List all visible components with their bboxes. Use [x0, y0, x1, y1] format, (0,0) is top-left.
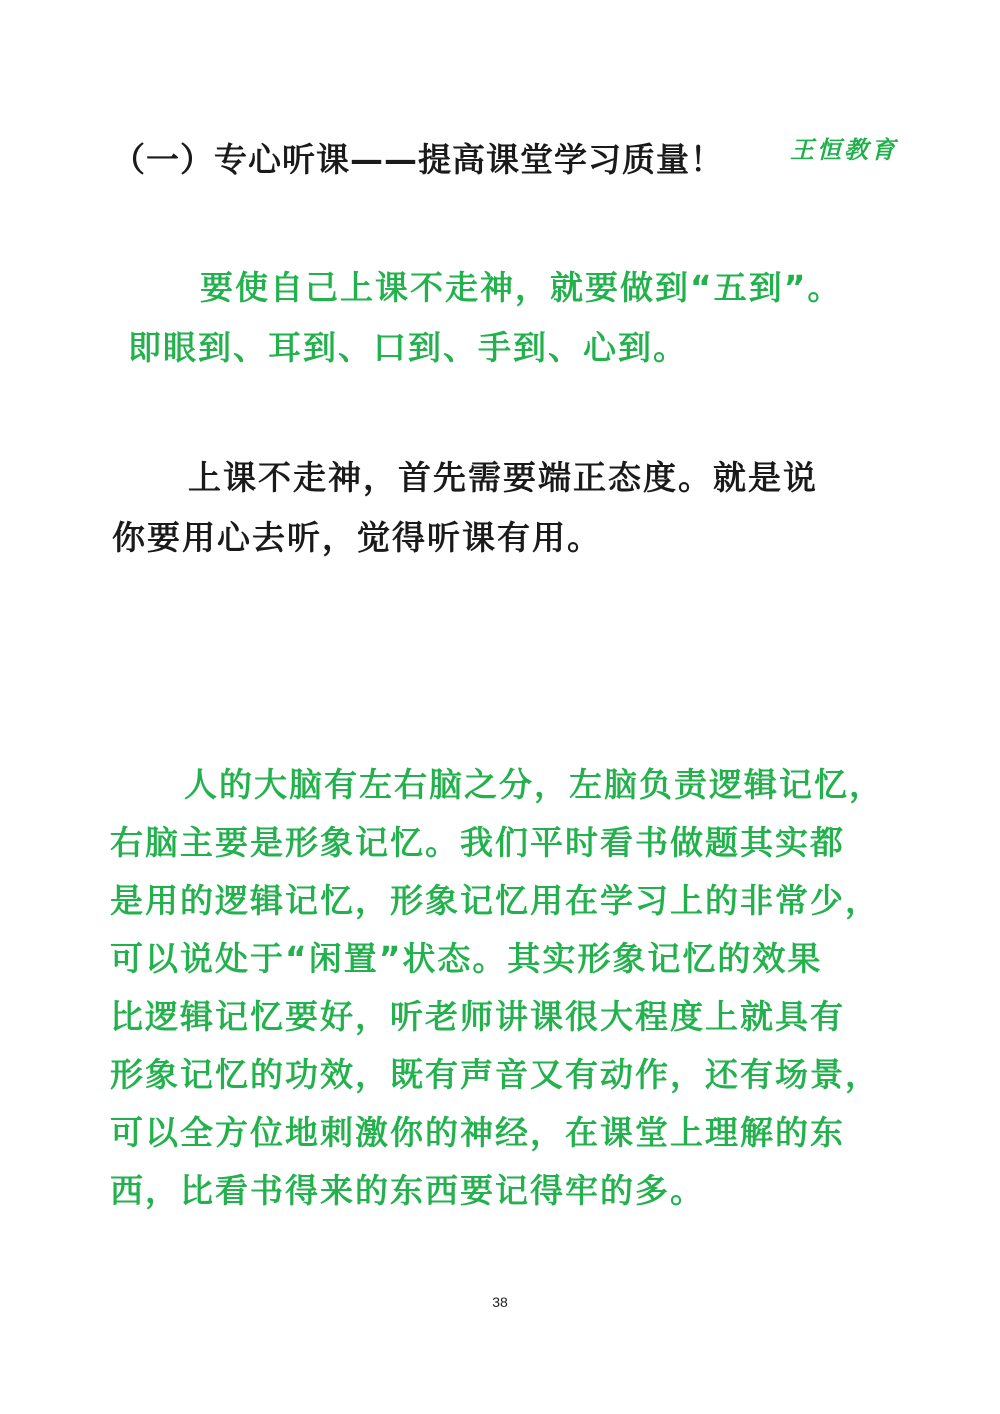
- paragraph-line: 即眼到、耳到、口到、手到、心到。: [128, 328, 688, 367]
- paragraph-five-focus: [128, 258, 842, 378]
- page-number: 38: [492, 1294, 508, 1310]
- paragraph-line: 人的大脑有左右脑之分，左脑负责逻辑记忆，: [184, 765, 884, 804]
- paragraph-line: 上课不走神，首先需要端正态度。就是说: [188, 458, 818, 497]
- brand-logo-text: 王恒教育: [790, 135, 898, 164]
- paragraph-line: 形象记忆的功效，既有声音又有动作，还有场景，: [110, 1055, 880, 1094]
- paragraph-line: 你要用心去听，觉得听课有用。: [112, 518, 602, 557]
- paragraph-line: 西，比看书得来的东西要记得牢的多。: [110, 1171, 705, 1210]
- paragraph-attitude: [112, 448, 818, 568]
- paragraph-line: 是用的逻辑记忆，形象记忆用在学习上的非常少，: [110, 881, 880, 920]
- paragraph-line: 要使自己上课不走神，就要做到“五到”。: [200, 268, 843, 307]
- paragraph-line: 可以说处于“闲置”状态。其实形象记忆的效果: [110, 939, 823, 978]
- paragraph-line: 右脑主要是形象记忆。我们平时看书做题其实都: [110, 823, 845, 862]
- section-heading: （一）专心听课——提高课堂学习质量！: [112, 140, 724, 179]
- paragraph-brain-memory: [110, 756, 884, 1220]
- paragraph-line: 可以全方位地刺激你的神经，在课堂上理解的东: [110, 1113, 845, 1152]
- paragraph-line: 比逻辑记忆要好，听老师讲课很大程度上就具有: [110, 997, 845, 1036]
